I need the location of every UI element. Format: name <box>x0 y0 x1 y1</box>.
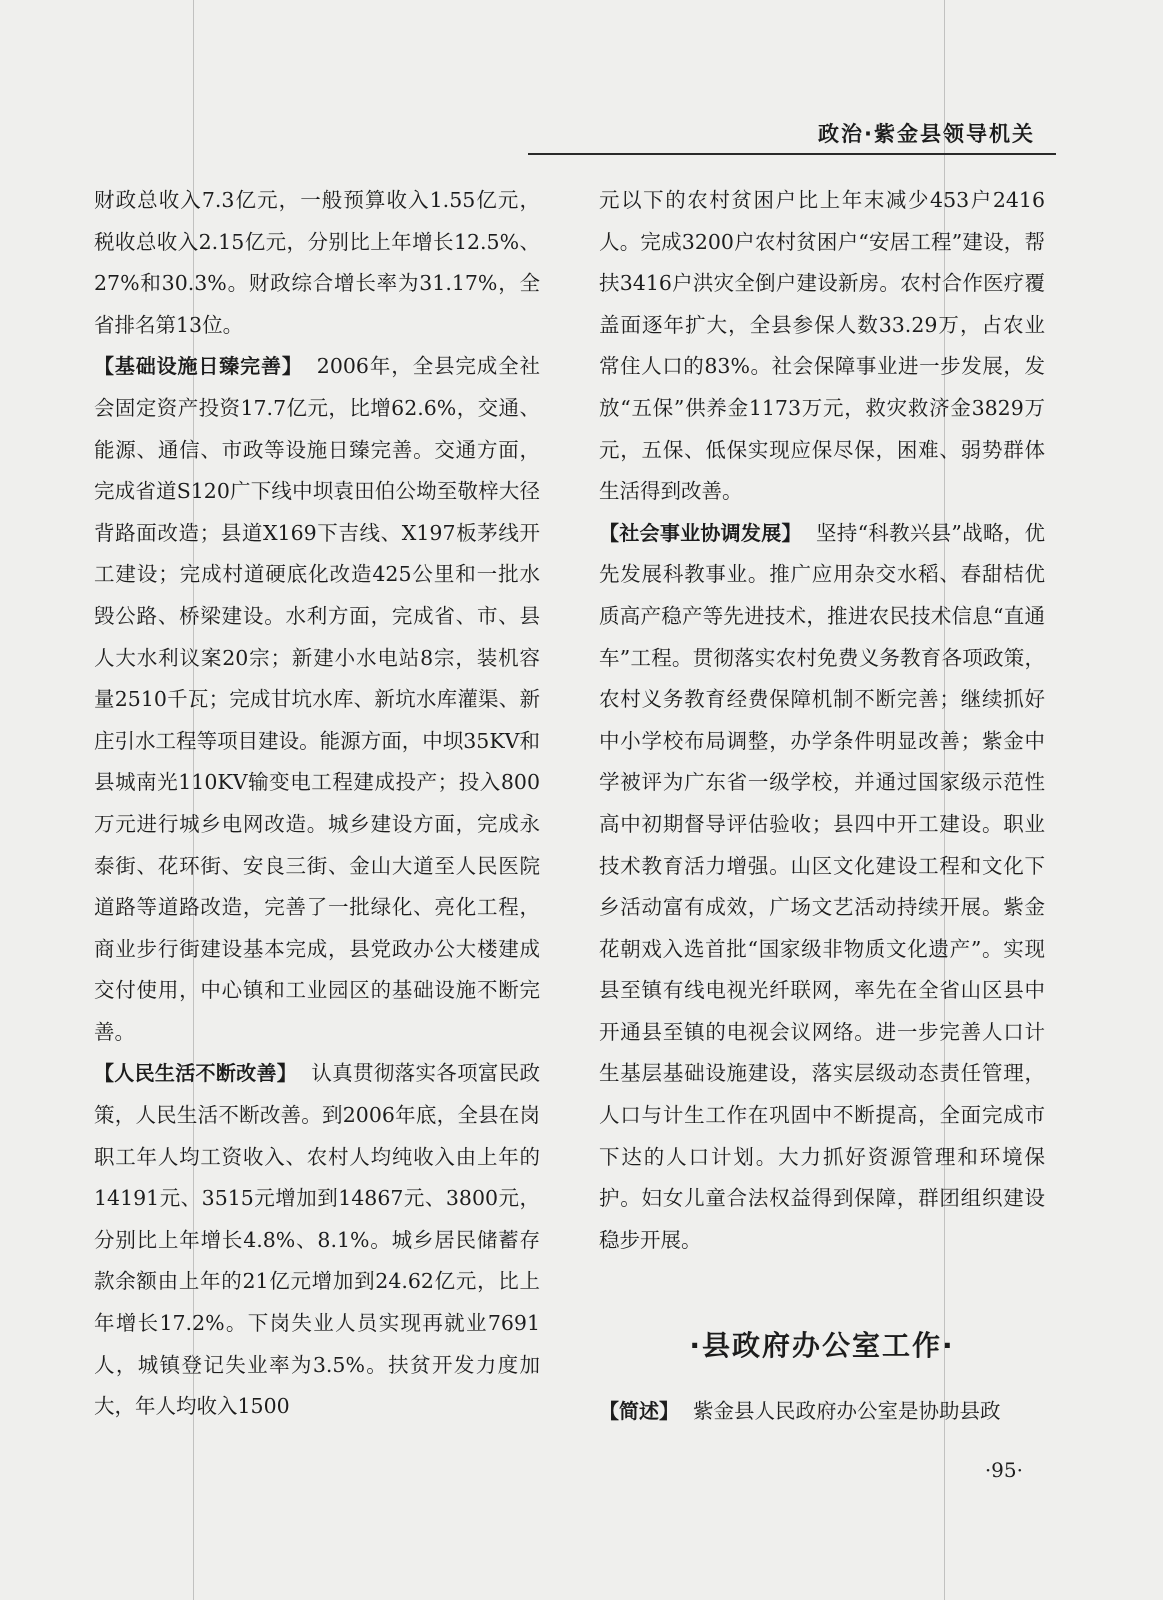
right-column <box>599 180 1045 1433</box>
section-office-intro <box>599 1391 1045 1433</box>
section-title-office: ·县政府办公室工作· <box>689 1329 955 1363</box>
paragraph-finance <box>94 180 540 346</box>
section-text: 2006年，全县完成全社会固定资产投资17.7亿元，比增62.6%，交通、能源、通信、市政等设施日臻完善。交通方面，完成省道S120广下线中坝袁田伯公坳至敬梓大径背路面改造；县道X169下吉线、X197板茅线开工建设；完成村道硬底化改造425公里和一批水毁公路、桥梁建设。水利方面，完成省、市、县人大水利议案20宗；新建小水电站8宗，装机容量2510千瓦；完成甘坑水库、新坑水库灌渠、新庄引水工程等项目建设。能源方面，中坝35KV和县城南光110KV输变电工程建成投产；投入800万元进行城乡电网改造。城乡建设方面，完成永泰街、花环街、安良三街、金山大道至人民医院道路等道路改造，完善了一批绿化、亮化工程，商业步行街建设基本完成，县党政办公大楼建成交付使用，中心镇和工业园区的基础设施不断完善。 <box>94 354 541 1044</box>
header-rule <box>528 153 1056 155</box>
section-text: 认真贯彻落实各项富民政策，人民生活不断改善。到2006年底，全县在岗职工年人均工资收入、农村人均纯收入由上年的14191元、3515元增加到14867元、3800元，分别比上年增长4.8%、8.1%。城乡居民储蓄存款余额由上年的21亿元增加到24.62亿元，比上年增长17.2%。下岗失业人员实现再就业7691人，城镇登记失业率为3.5%。扶贫开发力度加大，年人均收入1500 <box>94 1061 541 1419</box>
paragraph-text: 财政总收入7.3亿元，一般预算收入1.55亿元，税收总收入2.15亿元，分别比上年增长12.5%、27%和30.3%。财政综合增长率为31.17%，全省排名第13位。 <box>94 188 540 337</box>
page-number: ·95· <box>984 1458 1023 1482</box>
section-infrastructure <box>94 346 540 1053</box>
section-text: 坚持“科教兴县”战略，优先发展科教事业。推广应用杂交水稻、春甜桔优质高产稳产等先进技术，推进农民技术信息“直通车”工程。贯彻落实农村免费义务教育各项政策，农村义务教育经费保障机制不断完善；继续抓好中小学校布局调整，办学条件明显改善；紫金中学被评为广东省一级学校，并通过国家级示范性高中初期督导评估验收；县四中开工建设。职业技术教育活力增强。山区文化建设工程和文化下乡活动富有成效，广场文艺活动持续开展。紫金花朝戏入选首批“国家级非物质文化遗产”。实现县至镇有线电视光纤联网，率先在全省山区县中开通县至镇的电视会议网络。进一步完善人口计生基层基础设施建设，落实层级动态责任管理，人口与计生工作在巩固中不断提高，全面完成市下达的人口计划。大力抓好资源管理和环境保护。妇女儿童合法权益得到保障，群团组织建设稳步开展。 <box>599 520 1045 1252</box>
section-heading: 【简述】 <box>599 1399 679 1424</box>
left-column <box>94 180 540 1428</box>
section-text: 紫金县人民政府办公室是协助县政 <box>693 1399 1001 1424</box>
section-heading: 【基础设施日臻完善】 <box>94 354 303 379</box>
paragraph-poverty <box>599 180 1045 513</box>
paragraph-text: 元以下的农村贫困户比上年末减少453户2416人。完成3200户农村贫困户“安居工程”建设，帮扶3416户洪灾全倒户建设新房。农村合作医疗覆盖面逐年扩大，全县参保人数33.29万，占农业常住人口的83%。社会保障事业进一步发展，发放“五保”供养金1173万元，救灾救济金3829万元，五保、低保实现应保尽保，困难、弱势群体生活得到改善。 <box>599 188 1045 504</box>
section-social-affairs <box>599 513 1045 1262</box>
section-heading: 【人民生活不断改善】 <box>94 1061 298 1086</box>
section-livelihood <box>94 1053 540 1427</box>
running-header: 政治·紫金县领导机关 <box>818 122 1035 146</box>
section-heading: 【社会事业协调发展】 <box>599 520 802 545</box>
